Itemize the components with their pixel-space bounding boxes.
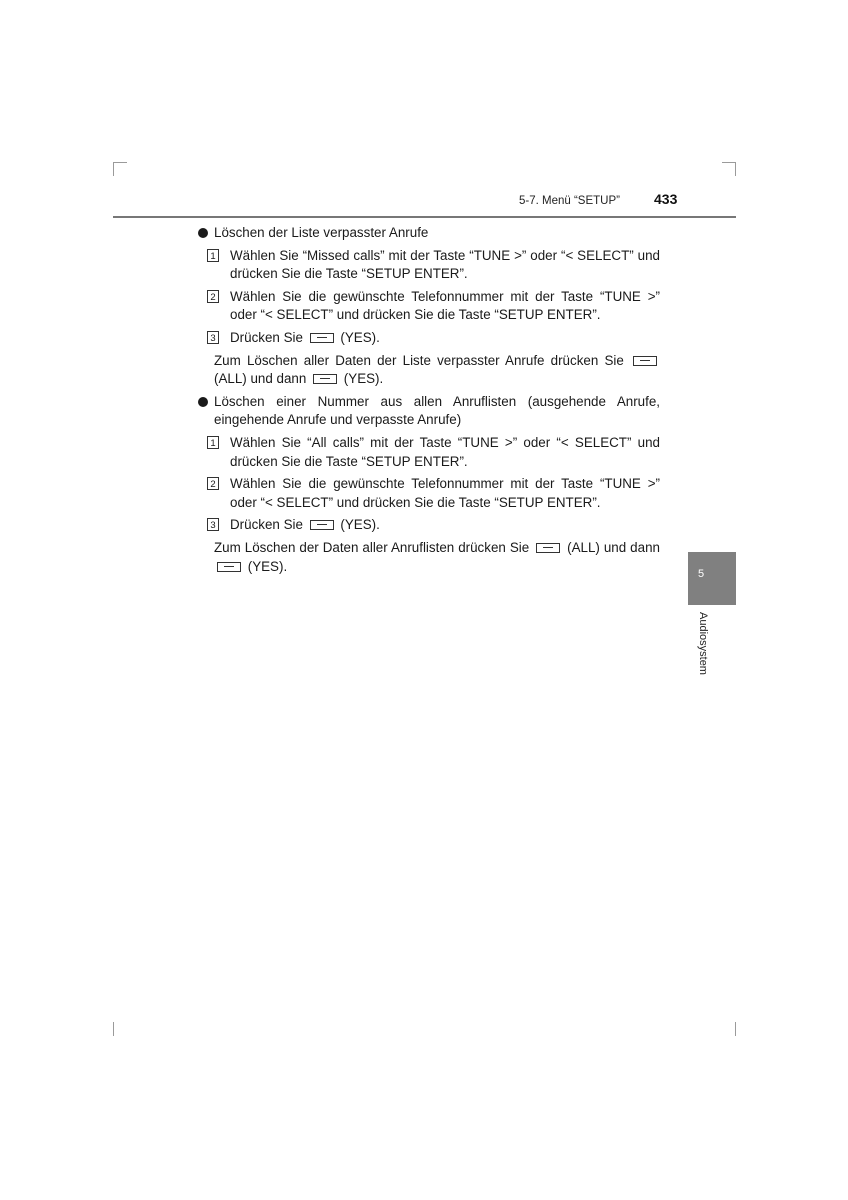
- step-text-before: Drücken Sie: [230, 329, 303, 345]
- softkey-button-icon: [217, 562, 241, 572]
- note-part3: (YES).: [247, 558, 288, 574]
- step-number: 1: [207, 249, 219, 262]
- header-rule: [113, 216, 736, 218]
- note-delete-all-lists: [198, 539, 660, 576]
- crop-mark-top-right-v: [735, 162, 736, 176]
- step-number: 3: [207, 331, 219, 344]
- step-text-after: (YES).: [340, 517, 380, 533]
- step-text: Wählen Sie “Missed calls” mit der Taste “TUNE >” oder “< SELECT” und drücken Sie die Taste “SETUP ENTER”.: [230, 247, 660, 282]
- chapter-number: 5: [697, 568, 705, 580]
- step-3: [198, 516, 660, 535]
- crop-mark-top-left-v: [113, 162, 114, 176]
- note-part1: Zum Löschen aller Daten der Liste verpasster Anrufe drücken Sie: [214, 352, 624, 368]
- note-delete-all-missed: [198, 352, 660, 389]
- note-part1: Zum Löschen der Daten aller Anruflisten drücken Sie: [214, 539, 530, 555]
- crop-mark-bottom-left: [113, 1022, 114, 1036]
- section-title-all-calls: [198, 393, 660, 430]
- note-part3: (YES).: [343, 371, 384, 387]
- section-title-text: Löschen der Liste verpasster Anrufe: [214, 225, 429, 240]
- softkey-button-icon: [536, 543, 560, 553]
- step-number: 3: [207, 518, 219, 531]
- softkey-button-icon: [313, 374, 337, 384]
- step-text: Wählen Sie “All calls” mit der Taste “TUNE >” oder “< SELECT” und drücken Sie die Taste “SETUP ENTER”.: [230, 434, 660, 469]
- step-number: 1: [207, 436, 219, 449]
- step-text: Wählen Sie die gewünschte Telefonnummer mit der Taste “TUNE >” oder “< SELECT” und drücken Sie die Taste “SETUP ENTER”.: [230, 476, 660, 510]
- step-3: [198, 329, 660, 348]
- bullet-dot-icon: [198, 228, 208, 238]
- chapter-label: Audiosystem: [697, 612, 709, 675]
- page-number: 433: [654, 191, 678, 207]
- step-text-before: Drücken Sie: [230, 517, 303, 533]
- bullet-dot-icon: [198, 397, 208, 407]
- step-number: 2: [207, 477, 219, 490]
- crop-mark-top-right-h: [722, 162, 736, 163]
- softkey-button-icon: [633, 356, 657, 366]
- section-title-text: Löschen einer Nummer aus allen Anruflisten (ausgehende Anrufe, eingehende Anrufe und verpasste Anrufe): [214, 393, 660, 428]
- softkey-button-icon: [310, 333, 334, 343]
- main-content: [198, 224, 660, 580]
- step-text-after: (YES).: [340, 329, 380, 345]
- chapter-tab: [688, 552, 736, 605]
- step-2: [198, 475, 660, 512]
- crop-mark-top-left-h: [113, 162, 127, 163]
- step-2: [198, 288, 660, 325]
- step-1: [198, 247, 660, 284]
- section-heading: 5-7. Menü “SETUP”: [519, 195, 620, 207]
- section-title-missed-calls: [198, 224, 660, 243]
- step-number: 2: [207, 290, 219, 303]
- note-part2: (ALL) und dann: [567, 539, 660, 555]
- crop-mark-bottom-right: [735, 1022, 736, 1036]
- note-part2: (ALL) und dann: [214, 371, 307, 387]
- softkey-button-icon: [310, 520, 334, 530]
- step-text: Wählen Sie die gewünschte Telefonnummer mit der Taste “TUNE >” oder “< SELECT” und drücken Sie die Taste “SETUP ENTER”.: [230, 288, 660, 323]
- step-1: [198, 434, 660, 471]
